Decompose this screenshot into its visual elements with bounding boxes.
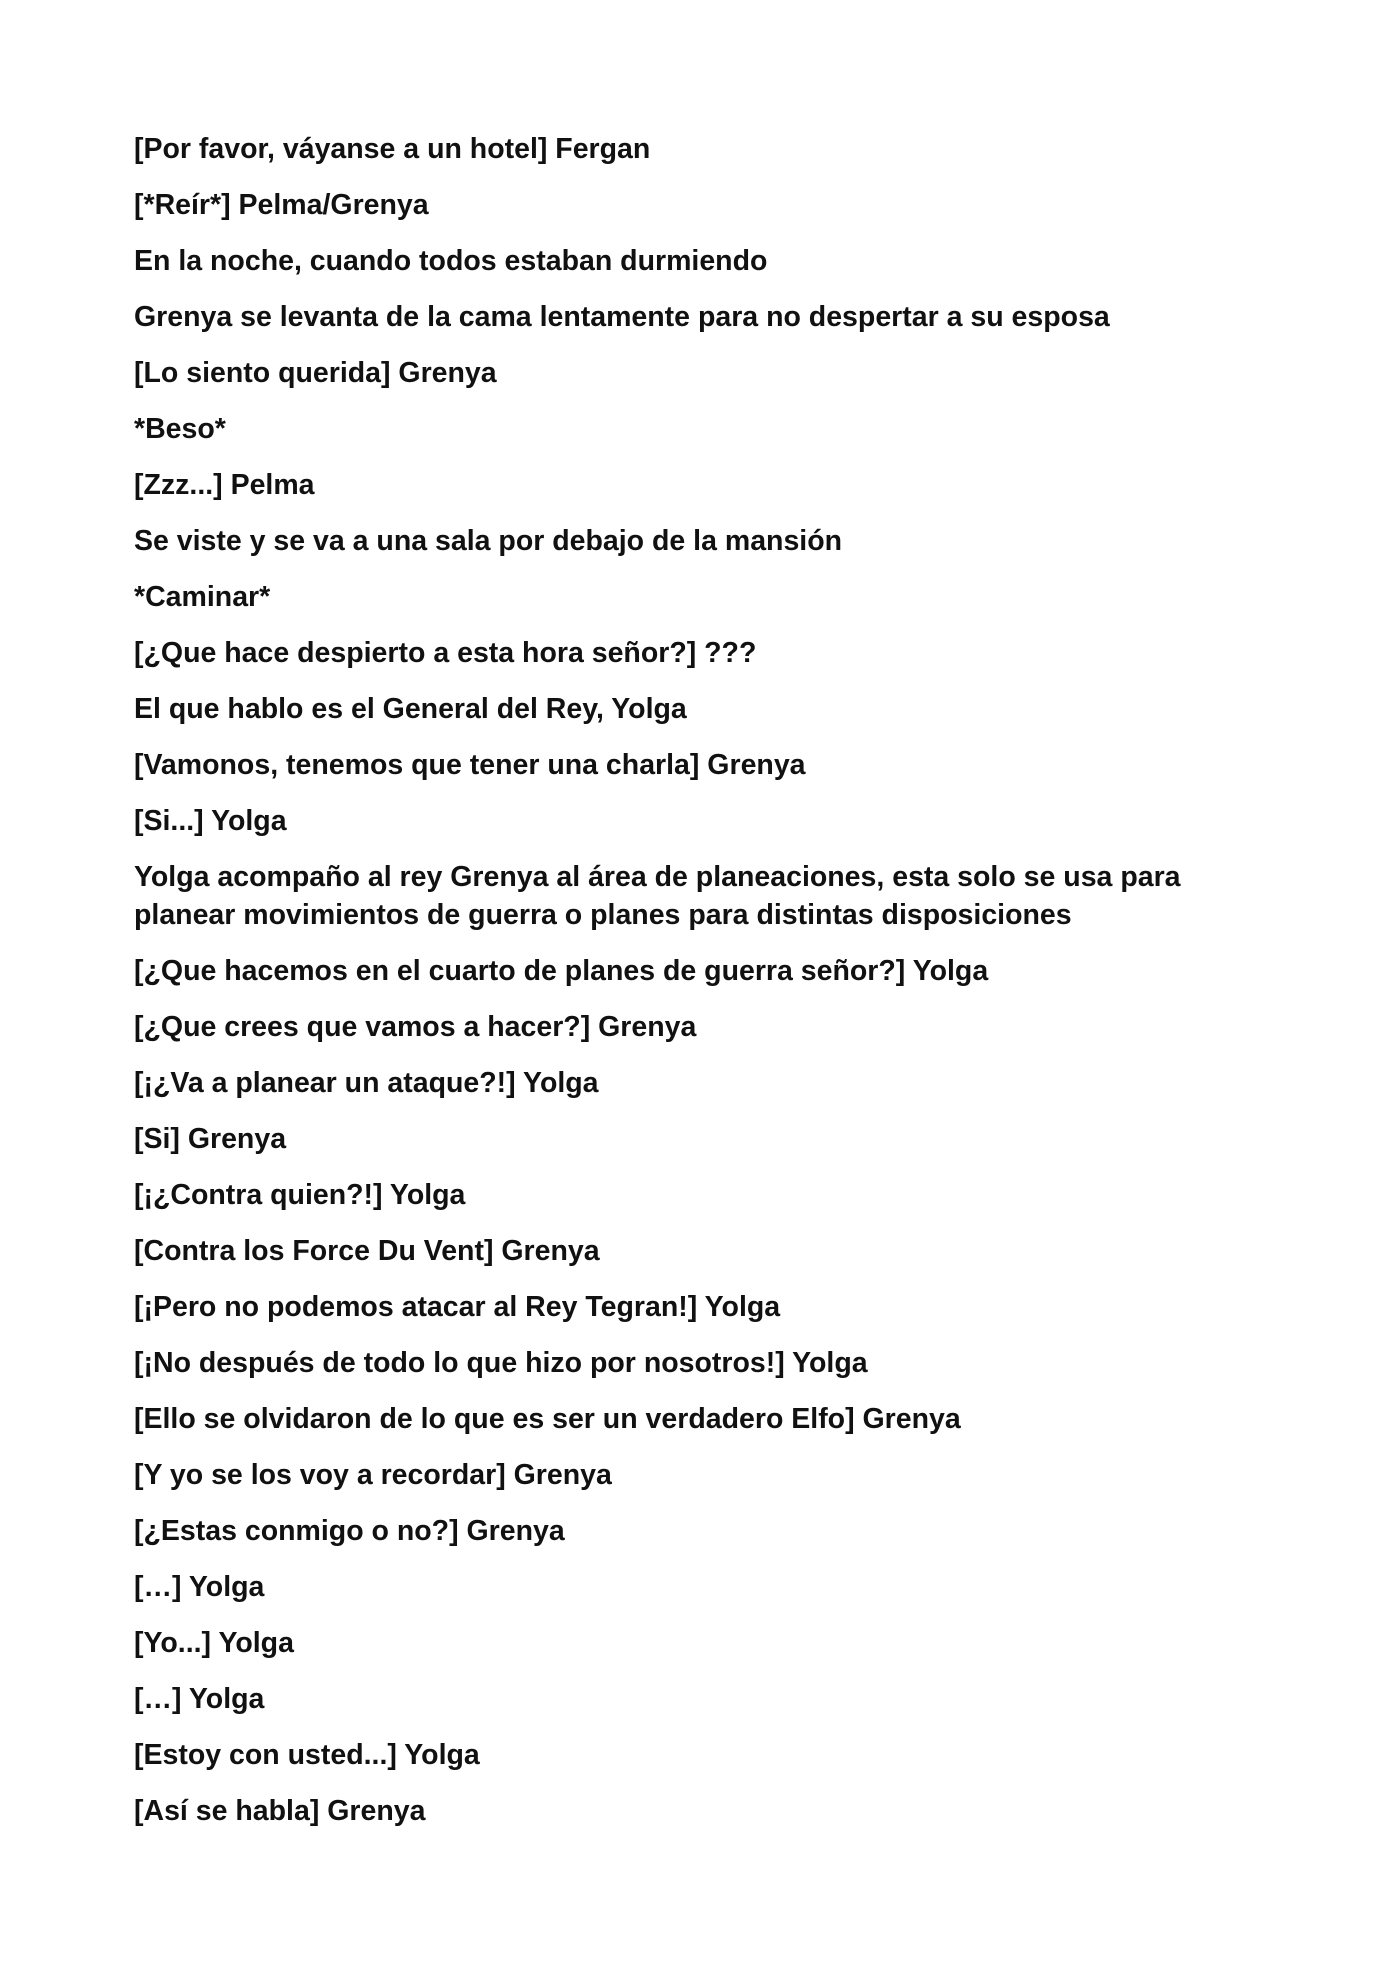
text-line: [¿Que crees que vamos a hacer?] Grenya <box>134 1011 697 1043</box>
text-line: El que hablo es el General del Rey, Yolga <box>134 693 687 725</box>
text-line: [Yo...] Yolga <box>134 1627 294 1659</box>
text-line: [Estoy con usted...] Yolga <box>134 1739 480 1771</box>
text-line: [*Reír*] Pelma/Grenya <box>134 189 429 221</box>
text-line: [¡¿Va a planear un ataque?!] Yolga <box>134 1067 599 1099</box>
text-line: [Si...] Yolga <box>134 805 287 837</box>
text-line: […] Yolga <box>134 1571 265 1603</box>
text-line: [¡Pero no podemos atacar al Rey Tegran!] Yolga <box>134 1291 781 1323</box>
text-line: [Ello se olvidaron de lo que es ser un verdadero Elfo] Grenya <box>134 1403 961 1435</box>
text-line: [Por favor, váyanse a un hotel] Fergan <box>134 133 651 165</box>
text-line: [¿Estas conmigo o no?] Grenya <box>134 1515 565 1547</box>
text-line: [¡¿Contra quien?!] Yolga <box>134 1179 466 1211</box>
text-line: [¿Que hacemos en el cuarto de planes de guerra señor?] Yolga <box>134 955 989 987</box>
text-line: [Vamonos, tenemos que tener una charla] Grenya <box>134 749 806 781</box>
text-line: [Y yo se los voy a recordar] Grenya <box>134 1459 612 1491</box>
text-line: […] Yolga <box>134 1683 265 1715</box>
text-line: [Lo siento querida] Grenya <box>134 357 497 389</box>
text-line: [¿Que hace despierto a esta hora señor?] ??? <box>134 637 757 669</box>
text-line: *Beso* <box>134 413 226 445</box>
text-line: [Zzz...] Pelma <box>134 469 315 501</box>
text-line: Se viste y se va a una sala por debajo de la mansión <box>134 525 843 557</box>
text-line: En la noche, cuando todos estaban durmiendo <box>134 245 768 277</box>
text-line: Yolga acompaño al rey Grenya al área de planeaciones, esta solo se usa para planear movimientos de guerra o planes para distintas disposiciones <box>134 861 1181 931</box>
text-line: [Si] Grenya <box>134 1123 287 1155</box>
text-line: Grenya se levanta de la cama lentamente para no despertar a su esposa <box>134 301 1110 333</box>
text-line: [Contra los Force Du Vent] Grenya <box>134 1235 600 1267</box>
text-line: [¡No después de todo lo que hizo por nosotros!] Yolga <box>134 1347 868 1379</box>
text-line: [Así se habla] Grenya <box>134 1795 426 1827</box>
text-line: *Caminar* <box>134 581 271 613</box>
document-body <box>134 130 1274 1848</box>
